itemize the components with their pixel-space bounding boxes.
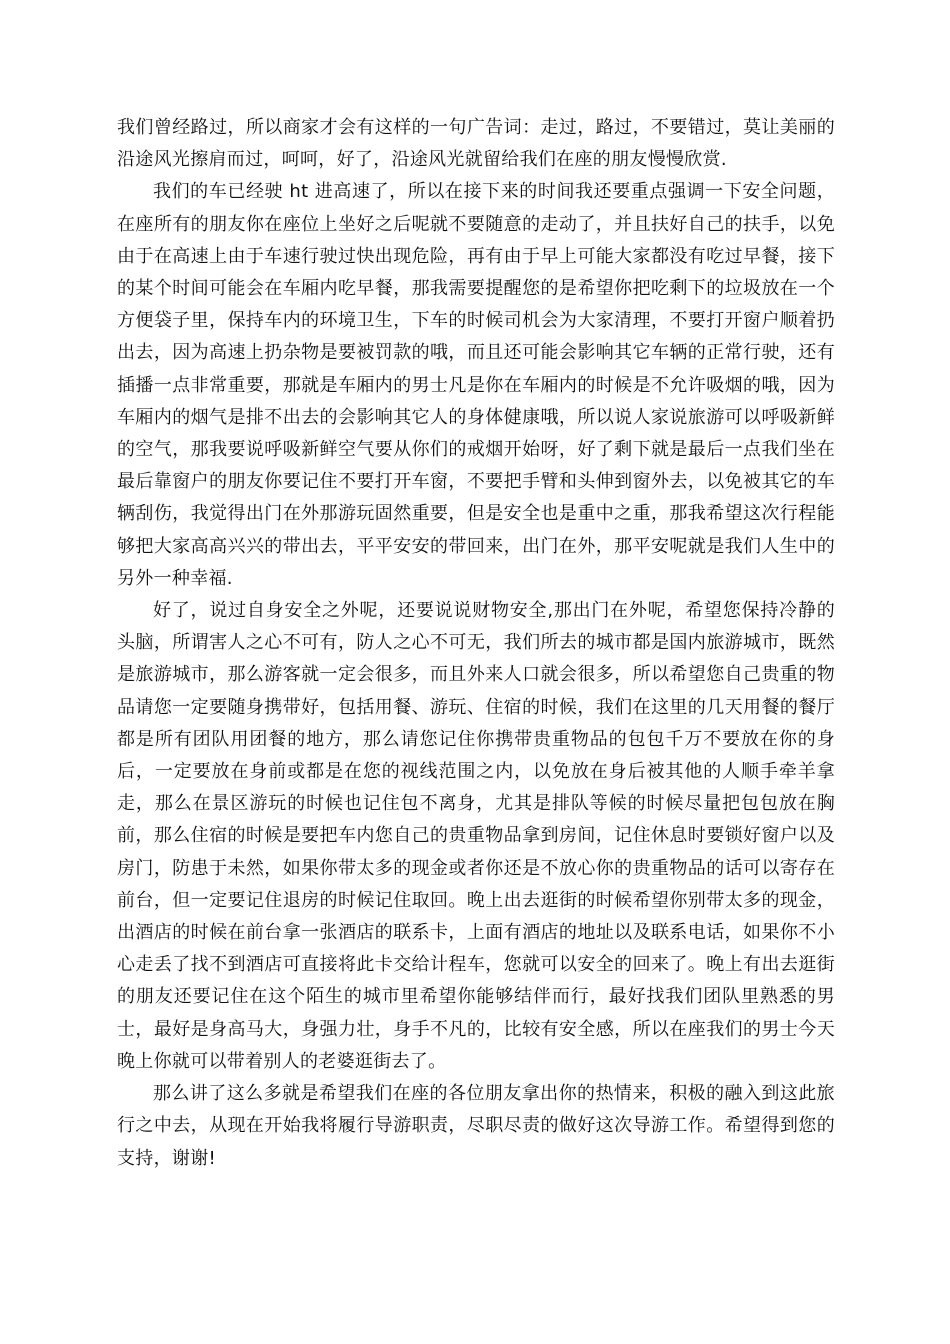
paragraph-4: 那么讲了这么多就是希望我们在座的各位朋友拿出你的热情来，积极的融入到这此旅行之中去，从现在开始我将履行导游职责，尽职尽责的做好这次导游工作。希望得到您的支持，谢谢!: [117, 1083, 835, 1169]
document-page: [117, 112, 835, 1175]
paragraph-2: 我们的车已经驶 ht 进高速了，所以在接下来的时间我还要重点强调一下安全问题，在座所有的朋友你在座位上坐好之后呢就不要随意的走动了，并且扶好自己的扶手，以免由于在高速上由于车速行驶过快出现危险，再有由于早上可能大家都没有吃过早餐，接下的某个时间可能会在车厢内吃早餐，那我需要提醒您的是希望你把吃剩下的垃圾放在一个方便袋子里，保持车内的环境卫生，下车的时候司机会为大家清理，不要打开窗户顺着扔出去，因为高速上扔杂物是要被罚款的哦，而且还可能会影响其它车辆的正常行驶，还有插播一点非常重要，那就是车厢内的男士凡是你在车厢内的时候是不允许吸烟的哦，因为车厢内的烟气是排不出去的会影响其它人的身体健康哦，所以说人家说旅游可以呼吸新鲜的空气，那我要说呼吸新鲜空气要从你们的戒烟开始呀，好了剩下就是最后一点我们坐在最后靠窗户的朋友你要记住不要打开车窗，不要把手臂和头伸到窗外去，以免被其它的车辆刮伤，我觉得出门在外那游玩固然重要，但是安全也是重中之重，那我希望这次行程能够把大家高高兴兴的带出去，平平安安的带回来，出门在外，那平安呢就是我们人生中的另外一种幸福.: [117, 181, 835, 589]
paragraph-1: 我们曾经路过，所以商家才会有这样的一句广告词：走过，路过，不要错过，莫让美丽的沿途风光擦肩而过，呵呵，好了，沿途风光就留给我们在座的朋友慢慢欣赏.: [117, 117, 835, 171]
paragraph-3: 好了，说过自身安全之外呢，还要说说财物安全,那出门在外呢，希望您保持冷静的头脑，所谓害人之心不可有，防人之心不可无，我们所去的城市都是国内旅游城市，既然是旅游城市，那么游客就一定会很多，而且外来人口就会很多，所以希望您自己贵重的物品请您一定要随身携带好，包括用餐、游玩、住宿的时候，我们在这里的几天用餐的餐厅都是所有团队用团餐的地方，那么请您记住你携带贵重物品的包包千万不要放在你的身后，一定要放在身前或都是在您的视线范围之内，以免放在身后被其他的人顺手牵羊拿走，那么在景区游玩的时候也记住包不离身，尤其是排队等候的时候尽量把包包放在胸前，那么住宿的时候是要把车内您自己的贵重物品拿到房间，记住休息时要锁好窗户以及房门，防患于未然，如果你带太多的现金或者你还是不放心你的贵重物品的话可以寄存在前台，但一定要记住退房的时候记住取回。晚上出去逛街的时候希望你别带太多的现金，出酒店的时候在前台拿一张酒店的联系卡，上面有酒店的地址以及联系电话，如果你不小心走丢了找不到酒店可直接将此卡交给计程车，您就可以安全的回来了。晚上有出去逛街的朋友还要记住在这个陌生的城市里希望你能够结伴而行，最好找我们团队里熟悉的男士，最好是身高马大，身强力壮，身手不凡的，比较有安全感，所以在座我们的男士今天晚上你就可以带着别人的老婆逛街去了。: [117, 600, 835, 1072]
